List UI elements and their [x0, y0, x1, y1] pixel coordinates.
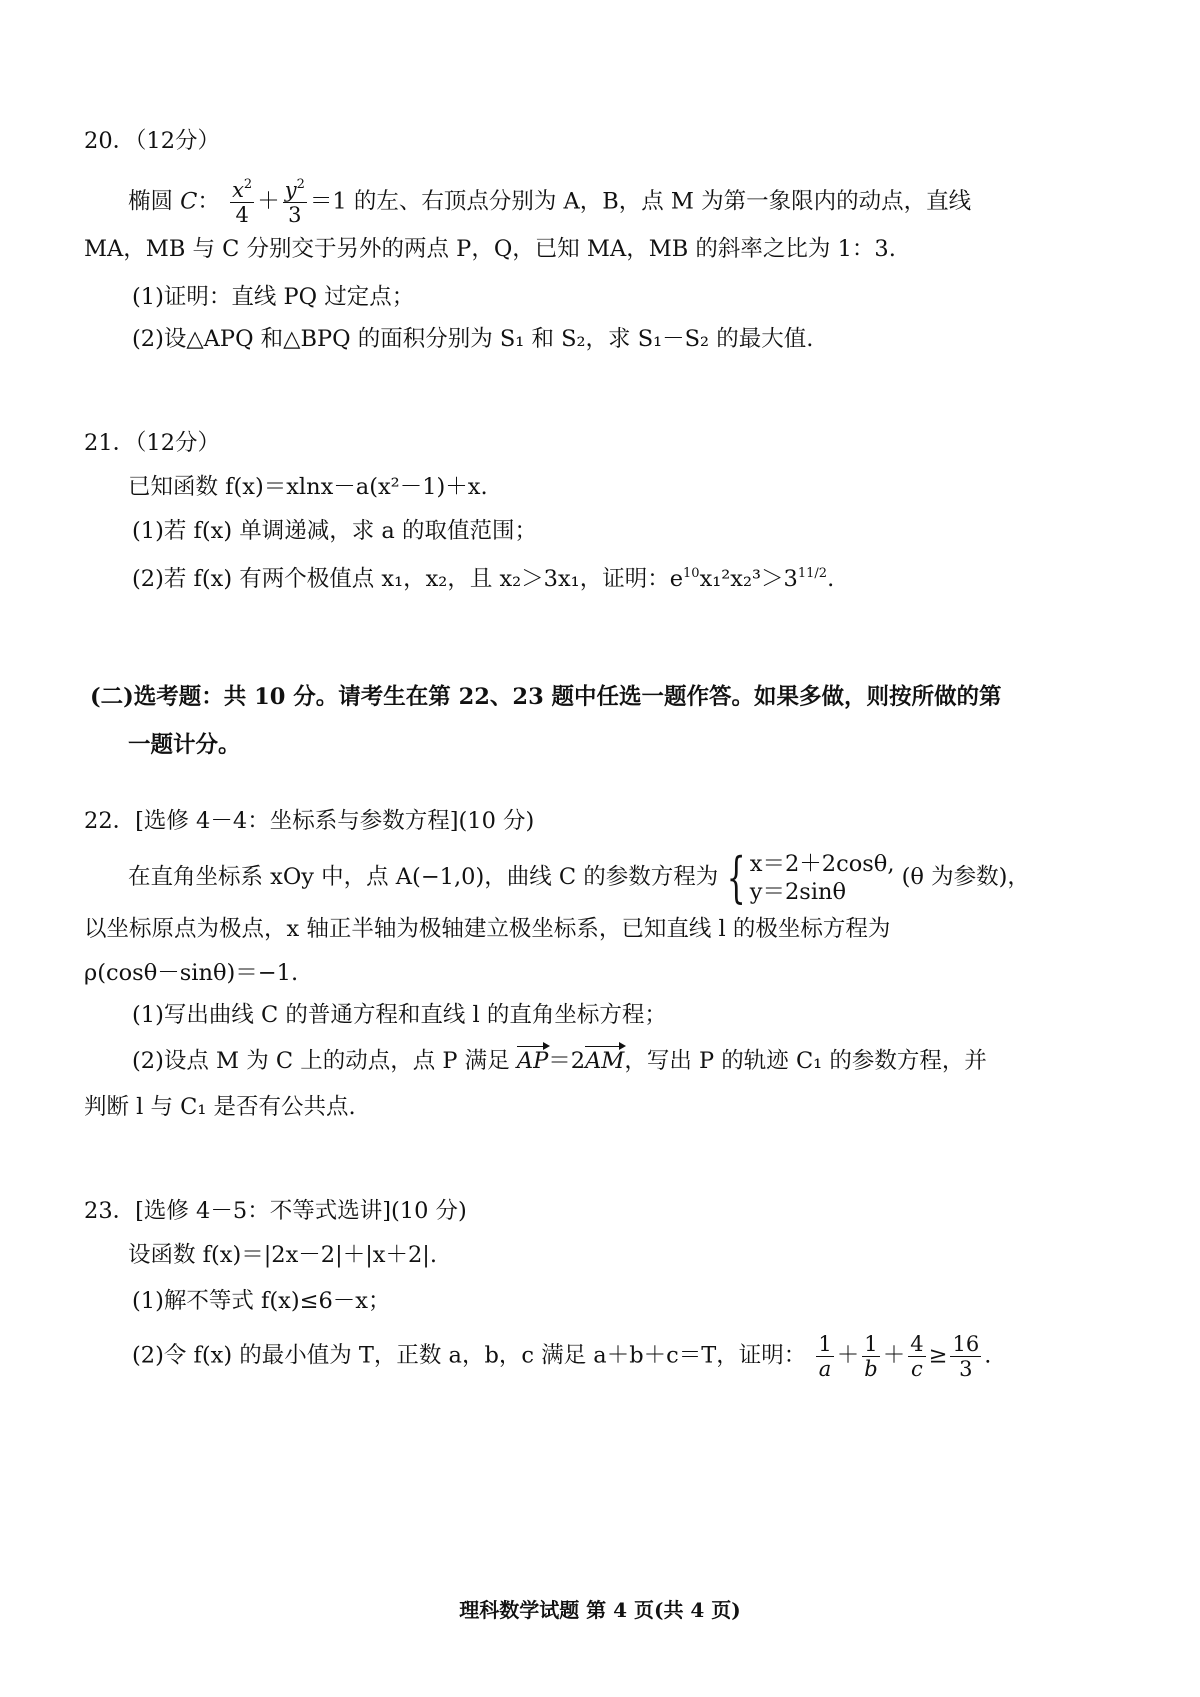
q23-number: 23．[选修 4－5：不等式选讲](10 分)	[84, 1198, 467, 1224]
section2-instructions-line2: 一题计分。	[128, 732, 241, 758]
q22-line2: 以坐标原点为极点，x 轴正半轴为极轴建立极坐标系，已知直线 l 的极坐标方程为	[84, 916, 891, 942]
q23-fraction-4c: $\frac{4}{c}$	[910, 1332, 924, 1382]
vector-am: AM	[585, 1048, 625, 1074]
q23-fraction-1a: $\frac{1}{a}$	[818, 1332, 832, 1382]
q23-fraction-1b: $\frac{1}{b}$	[864, 1332, 878, 1382]
section2-instructions-line1: (二)选考题：共 10 分。请考生在第 22、23 题中任选一题作答。如果多做，则按所做的第	[90, 684, 1002, 710]
q23-part2: (2)令 f(x) 的最小值为 T，正数 a，b，c 满足 a＋b＋c＝T，证明： $\frac{1}{a}$ ＋ $\frac{1}{b}$ ＋ $\frac{4}{c}$ ≥ $\frac{16}{3}$ .	[132, 1332, 992, 1382]
q21-part2: (2)若 f(x) 有两个极值点 x₁，x₂，且 x₂＞3x₁，证明：$e^{10}x_1^2x_2^3>3^{11/2}$.	[132, 566, 835, 592]
q23-line1: 设函数 f(x)＝|2x－2|＋|x＋2|.	[128, 1242, 438, 1268]
q21-line1: 已知函数 f(x)＝xlnx－a(x²－1)＋x.	[128, 474, 488, 500]
q21-number: 21．（12分）	[84, 430, 221, 456]
q20-number: 20．（12分）	[84, 128, 221, 154]
q22-part2: (2)设点 M 为 C 上的动点，点 P 满足 AP＝2AM，写出 P 的轨迹 C₁ 的参数方程，并	[132, 1048, 987, 1074]
q20-fraction-x: $\frac{x^2}{4}$	[232, 177, 253, 228]
q20-part2: (2)设△APQ 和△BPQ 的面积分别为 S₁ 和 S₂，求 S₁－S₂ 的最大值.	[132, 326, 814, 352]
q21-part1: (1)若 f(x) 单调递减，求 a 的取值范围；	[132, 518, 537, 544]
q20-fraction-y: $\frac{y^2}{3}$	[284, 177, 305, 228]
q22-parametric-system: x＝2＋2cosθ, y＝2sinθ	[749, 851, 895, 906]
q20-part1: (1)证明：直线 PQ 过定点；	[132, 284, 415, 310]
q20-stem-line2: MA，MB 与 C 分别交于另外的两点 P，Q，已知 MA，MB 的斜率之比为 1：3.	[84, 236, 896, 262]
left-brace: {	[727, 846, 747, 910]
q22-part2-cont: 判断 l 与 C₁ 是否有公共点.	[84, 1094, 356, 1120]
q22-line3: ρ(cosθ－sinθ)＝−1.	[84, 960, 299, 986]
q22-line1: 在直角坐标系 xOy 中，点 A(−1,0)，曲线 C 的参数方程为 { x＝2＋2cosθ, y＝2sinθ (θ 为参数)，	[128, 846, 1030, 910]
vector-ap: AP	[516, 1048, 549, 1074]
q23-fraction-16-3: $\frac{16}{3}$	[952, 1332, 980, 1382]
q22-number: 22．[选修 4－4：坐标系与参数方程](10 分)	[84, 808, 535, 834]
page-footer: 理科数学试题 第 4 页(共 4 页)	[459, 1598, 741, 1622]
q23-part1: (1)解不等式 f(x)≤6－x；	[132, 1288, 391, 1314]
q22-part1: (1)写出曲线 C 的普通方程和直线 l 的直角坐标方程；	[132, 1002, 667, 1028]
q20-stem-line1: 椭圆 C： $\frac{x^2}{4}$ ＋ $\frac{y^2}{3}$ ＝1 的左、右顶点分别为 A，B，点 M 为第一象限内的动点，直线	[128, 177, 972, 228]
